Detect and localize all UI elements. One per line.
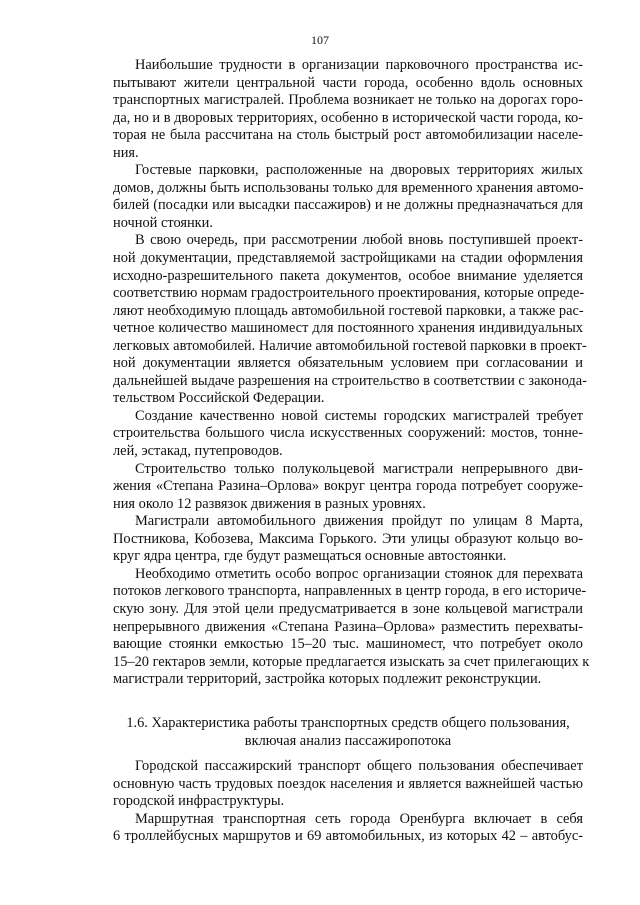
- text-line: Необходимо отметить особо вопрос организации стоянок для перехвата: [135, 565, 583, 582]
- text-line: потоков легкового транспорта, направленных в центр города, в его историче-: [113, 583, 587, 600]
- text-line: Магистрали автомобильного движения пройдут по улицам 8 Марта,: [135, 513, 583, 530]
- paragraph: [113, 461, 583, 514]
- text-line: Создание качественно новой системы городских магистралей требует: [135, 407, 583, 424]
- text-line: домов, должны быть использованы только для временного хранения автомо-: [113, 179, 584, 196]
- text-line: пытывают жители центральной части города, особенно вдоль основных: [113, 74, 583, 91]
- section-heading: [113, 715, 583, 750]
- text-line: 15–20 гектаров земли, которые предлагается изыскать за счет прилегающих к: [113, 653, 590, 670]
- text-line: В свою очередь, при рассмотрении любой вновь поступившей проект-: [135, 232, 583, 249]
- text-line: Наибольшие трудности в организации парковочного пространства ис-: [135, 57, 583, 73]
- text-line: вающие стоянки емкостью 15–20 тыс. машиномест, что потребует около: [113, 636, 583, 653]
- text-line: ния около 12 развязок движения в разных уровнях.: [113, 495, 426, 512]
- text-line: торая не была рассчитана на столь быстрый рост автомобилизации населе-: [113, 127, 583, 144]
- text-line: транспортных магистралей. Проблема возникает не только на дорогах горо-: [113, 92, 583, 109]
- paragraph: [113, 408, 583, 461]
- paragraph: [113, 565, 590, 689]
- text-line: скую зону. Для этой цели предусматривается в зоне кольцевой магистрали: [113, 600, 583, 617]
- text-line: Маршрутная транспортная сеть города Оренбурга включает в себя: [135, 810, 583, 827]
- paragraph: [113, 162, 583, 232]
- paragraph: [113, 232, 587, 407]
- text-line: дальнейшей выдаче разрешения на строительство в соответствии с законода-: [113, 372, 587, 389]
- text-line: магистрали территорий, застройка которых подлежит реконструкции.: [113, 671, 542, 688]
- text-line: Строительство только полукольцевой магистрали непрерывного дви-: [135, 460, 583, 477]
- text-line: ночной стоянки.: [113, 214, 213, 231]
- text-line: легковых автомобилей. Наличие автомобильной гостевой парковки в проект-: [113, 337, 587, 354]
- paragraph: [113, 513, 583, 566]
- text-line: билей (посадки или высадки пассажиров) и не должны предназначаться для: [113, 197, 583, 214]
- text-line: тельством Российской Федерации.: [113, 390, 325, 407]
- page-number: 107: [311, 33, 329, 47]
- body-text-top: [113, 57, 590, 689]
- heading-line: включая анализ пассажиропотока: [244, 732, 452, 749]
- body-text-bottom: [113, 758, 583, 846]
- text-line: круг ядра центра, где будут размещаться основные автостоянки.: [113, 548, 507, 565]
- text-line: городской инфраструктуры.: [113, 793, 285, 810]
- text-line: четное количество машиномест для постоянного хранения индивидуальных: [113, 320, 583, 337]
- paragraph: [113, 57, 583, 162]
- text-line: основную часть трудовых поездок населения и является важнейшей частью: [113, 775, 583, 792]
- paragraph: [113, 811, 583, 846]
- text-line: ной документации является обязательным условием при согласовании и: [113, 355, 583, 372]
- text-line: Гостевые парковки, расположенные на дворовых территориях жилых: [135, 162, 583, 179]
- text-line: 6 троллейбусных маршрутов и 69 автомобильных, из которых 42 – автобус-: [113, 828, 583, 845]
- text-line: исходно-разрешительного пакета документов, особое внимание уделяется: [113, 267, 583, 284]
- paragraph: [113, 758, 583, 811]
- heading-line: 1.6. Характеристика работы транспортных средств общего пользования,: [126, 715, 570, 731]
- text-line: жения «Степана Разина–Орлова» вокруг центра города потребует сооруже-: [113, 478, 583, 495]
- text-line: ляют необходимую площадь автомобильной гостевой парковки, а также рас-: [113, 302, 584, 319]
- text-line: Постникова, Кобозева, Максима Горького. Эти улицы образуют кольцо во-: [113, 530, 583, 547]
- text-line: ной документации, представляемой застройщиками на стадии оформления: [113, 250, 583, 267]
- text-line: лей, эстакад, путепроводов.: [113, 443, 283, 460]
- text-line: непрерывного движения «Степана Разина–Орлова» разместить перехваты-: [113, 618, 583, 635]
- text-line: Городской пассажирский транспорт общего пользования обеспечивает: [135, 758, 583, 774]
- text-line: соответствию нормам градостроительного проектирования, которые опреде-: [113, 285, 585, 302]
- text-line: строительства большого числа искусственных сооружений: мостов, тонне-: [113, 425, 583, 442]
- text-line: да, но и в дворовых территориях, особенно в исторической части города, ко-: [113, 109, 584, 126]
- text-line: ния.: [113, 144, 139, 161]
